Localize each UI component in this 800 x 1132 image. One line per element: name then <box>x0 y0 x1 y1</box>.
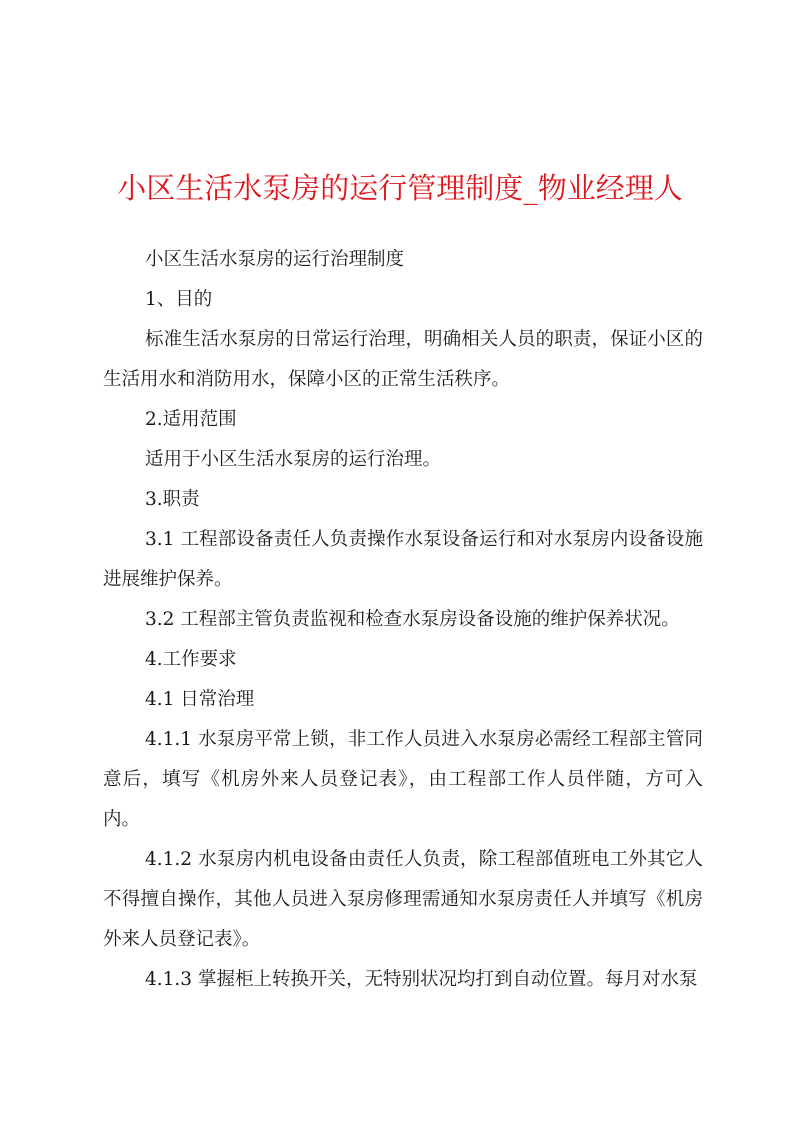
paragraph-section-scope: 2.适用范围 <box>145 409 237 430</box>
paragraph-rule-4-1-3: 4.1.3 掌握柜上转换开关，无特别状况均打到自动位置。每月对水泵 <box>145 969 698 990</box>
paragraph-section-4-1: 4.1 日常治理 <box>145 689 255 710</box>
paragraph-rule-4-1-2: 4.1.2 水泵房内机电设备由责任人负责，除工程部值班电工外其它人不得擅自操作，其他人员进入泵房修理需通知水泵房责任人并填写《机房外来人员登记表》。 <box>103 849 703 950</box>
paragraph-duty-3-2: 3.2 工程部主管负责监视和检查水泵房设备设施的维护保养状况。 <box>145 609 680 630</box>
paragraph-duty-3-1: 3.1 工程部设备责任人负责操作水泵设备运行和对水泵房内设备设施进展维护保养。 <box>103 529 703 590</box>
paragraph-subtitle: 小区生活水泵房的运行治理制度 <box>145 249 405 270</box>
paragraph-rule-4-1-1: 4.1.1 水泵房平常上锁，非工作人员进入水泵房必需经工程部主管同意后，填写《机房外来人员登记表》，由工程部工作人员伴随，方可入内。 <box>103 729 703 830</box>
paragraph-section-purpose: 1、目的 <box>145 289 213 310</box>
paragraph-section-requirements: 4.工作要求 <box>145 649 237 670</box>
document-body <box>103 240 703 1000</box>
paragraph-scope-text: 适用于小区生活水泵房的运行治理。 <box>145 449 442 470</box>
document-title: 小区生活水泵房的运行管理制度_物业经理人 <box>117 171 683 205</box>
paragraph-purpose-text: 标准生活水泵房的日常运行治理，明确相关人员的职责，保证小区的生活用水和消防用水，保障小区的正常生活秩序。 <box>103 329 703 390</box>
paragraph-section-duties: 3.职责 <box>145 489 200 510</box>
